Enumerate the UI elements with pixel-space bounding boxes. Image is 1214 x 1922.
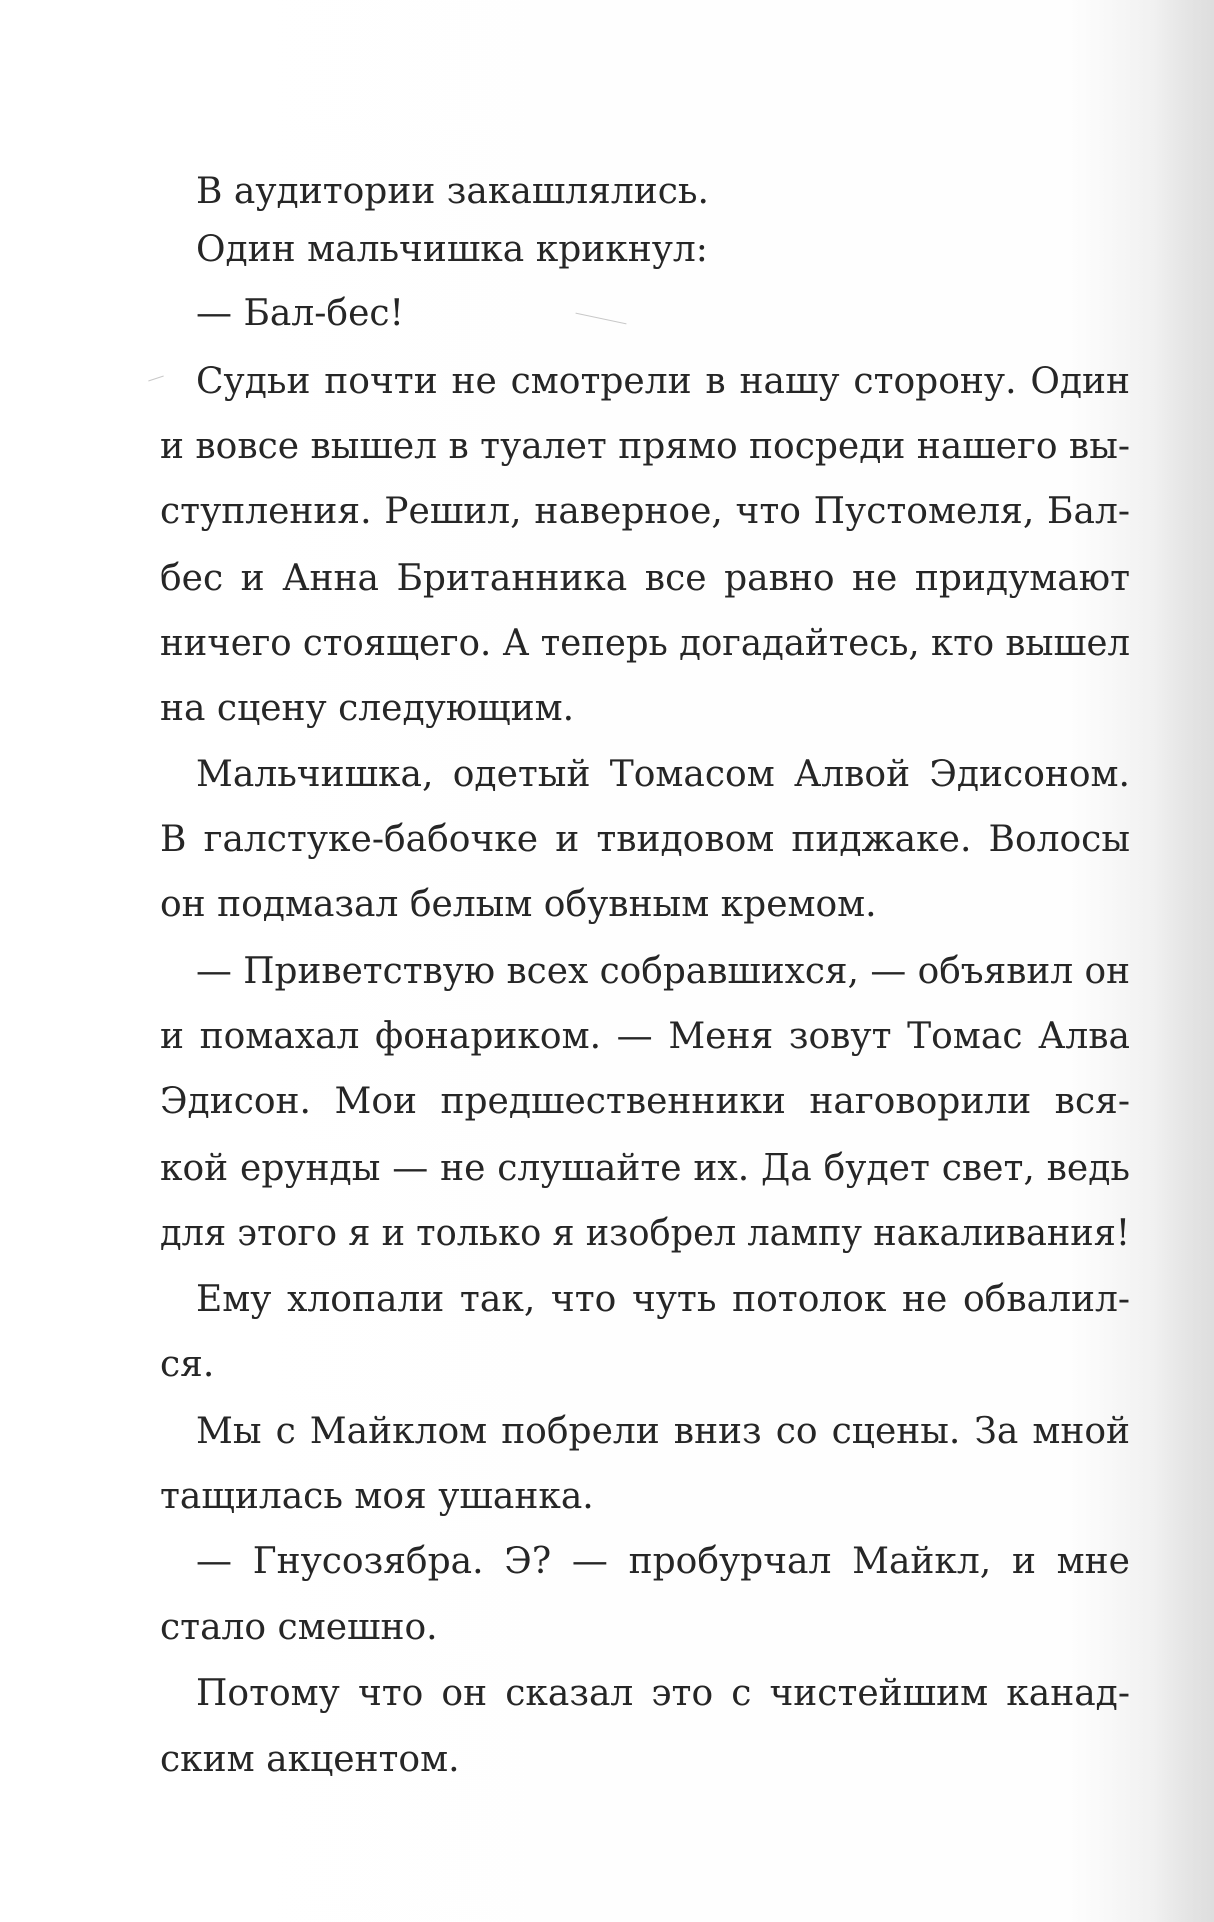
text-line: Мы с Майклом побрели вниз со сцены. За мной <box>196 1411 1130 1452</box>
text-line: Мальчишка, одетый Томасом Алвой Эдисоном. <box>196 754 1130 795</box>
text-line: — Гнусозябра. Э? — пробурчал Майкл, и мне <box>196 1541 1130 1582</box>
text-line: на сцену следующим. <box>160 688 575 729</box>
text-line: и помахал фонариком. — Меня зовут Томас Алва <box>160 1016 1130 1057</box>
text-line: для этого я и только я изобрел лампу накаливания! <box>160 1213 1130 1254</box>
text-line: ступления. Решил, наверное, что Пустомеля, Бал- <box>160 491 1130 532</box>
text-line: Ему хлопали так, что чуть потолок не обвалил- <box>196 1279 1130 1320</box>
text-line: он подмазал белым обувным кремом. <box>160 884 877 925</box>
text-line: и вовсе вышел в туалет прямо посреди нашего вы- <box>160 426 1130 467</box>
text-line: тащилась моя ушанка. <box>160 1476 594 1517</box>
text-line: Судьи почти не смотрели в нашу сторону. Один <box>196 361 1130 402</box>
text-line: Один мальчишка крикнул: <box>196 229 708 270</box>
text-line: В аудитории закашлялись. <box>196 171 709 212</box>
text-line: В галстуке-бабочке и твидовом пиджаке. Волосы <box>160 819 1130 860</box>
text-line: — Приветствую всех собравшихся, — объявил он <box>196 951 1130 992</box>
text-line: — Бал-бес! <box>196 293 405 334</box>
text-line: ничего стоящего. А теперь догадайтесь, кто вышел <box>160 623 1130 664</box>
text-line: ским акцентом. <box>160 1739 460 1780</box>
text-line: стало смешно. <box>160 1607 438 1648</box>
text-line: ся. <box>160 1344 215 1385</box>
text-line: бес и Анна Британника все равно не придумают <box>160 558 1130 599</box>
scan-artifact-mark <box>575 313 626 325</box>
page-edge-shadow <box>1154 0 1214 1922</box>
text-line: Эдисон. Мои предшественники наговорили вся- <box>160 1081 1130 1122</box>
text-line: Потому что он сказал это с чистейшим канад- <box>196 1673 1130 1714</box>
scan-artifact-mark <box>148 376 164 382</box>
text-line: кой ерунды — не слушайте их. Да будет свет, ведь <box>160 1148 1130 1189</box>
